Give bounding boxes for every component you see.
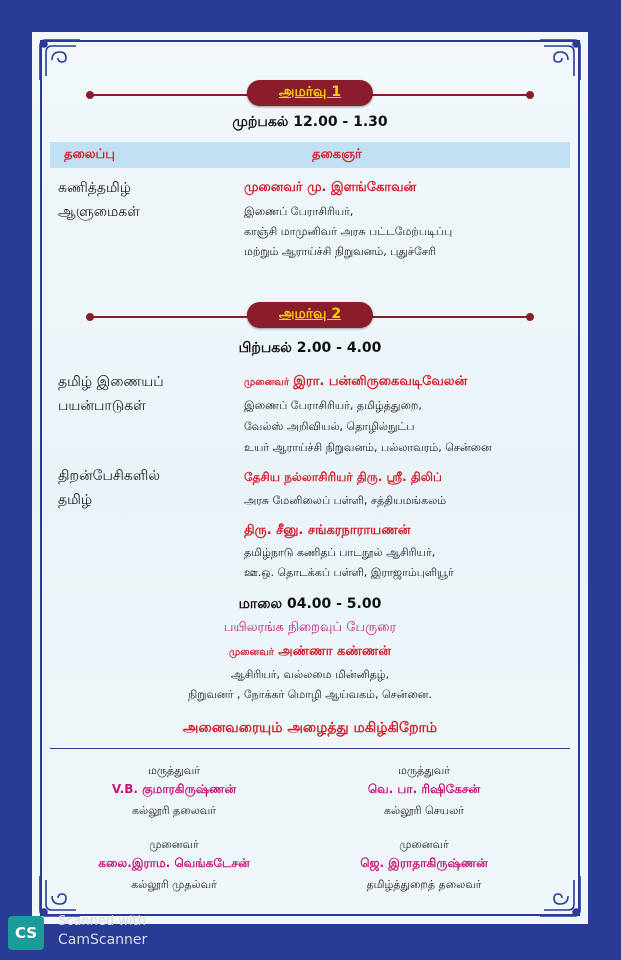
signatory-role: கல்லூரி செயலர் [383,804,464,817]
session1-speaker-line: இணைப் பேராசிரியர், [244,205,354,218]
evening-line: நிறுவனர் , நோக்கர் மொழி ஆய்வகம், சென்னை. [188,688,432,701]
invitation-card [32,32,588,924]
session1-topic-line: ஆளுமைகள் [58,204,140,220]
session2-label: அமர்வு 2 [247,302,373,328]
signatory-title: முனைவர் [149,838,199,851]
session1-topic-line: கணித்தமிழ் [58,180,132,196]
corner-ornament-icon [36,36,84,84]
corner-ornament-icon [536,36,584,84]
session2-speaker1-line: இணைப் பேராசிரியர், தமிழ்த்துறை, [244,399,422,412]
session2-topic1-line: பயன்பாடுகள் [58,398,146,414]
session2-topic1-line: தமிழ் இணையப் [58,374,164,390]
welcome-message: அனைவரையும் அழைத்து மகிழ்கிறோம் [182,720,438,736]
signatory-title: மருத்துவர் [147,764,201,777]
signatory-name: கலை.இராம. வெங்கடேசன் [98,856,250,870]
session1-speaker-line: காஞ்சி மாமுனிவர் அரசு பட்டமேற்படிப்பு [244,225,453,238]
signatory-title: முனைவர் [399,838,449,851]
session2-topic2-line: திறன்பேசிகளில் [58,468,160,484]
session1-speaker-name: முனைவர் மு. இளங்கோவன் [244,180,417,195]
session1-header [90,80,530,110]
camscanner-logo-icon: CS [8,916,44,950]
session2-speaker1-line: வேல்ஸ் அறிவியல், தொழில்நுட்ப [244,420,415,433]
session1-time: முற்பகல் 12.00 - 1.30 [232,114,388,130]
session1-speaker-line: மற்றும் ஆராய்ச்சி நிறுவனம், புதுச்சேரி [244,245,436,258]
signatory-role: தமிழ்த்துறைத் தலைவர் [366,878,482,891]
watermark-line: CamScanner [58,932,148,948]
evening-speaker: முனைவர் அண்ணா கண்ணன் [228,644,392,659]
session2-header [90,302,530,332]
evening-line: ஆசிரியர், வல்லமை மின்னிதழ், [230,668,390,681]
session2-speaker2-name: தேசிய நல்லாசிரியர் திரு. ஸ்ரீ. திலிப் [244,470,442,484]
signatory-role: கல்லூரி முதல்வர் [131,878,217,891]
session2-speaker1-line: உயர் ஆராய்ச்சி நிறுவனம், பல்லாவரம், சென்னை [244,441,492,454]
signatory-name: ஜெ. இராதாகிருஷ்ணன் [360,856,488,870]
evening-time: மாலை 04.00 - 5.00 [238,596,382,612]
table-header-band [50,142,570,168]
signatory-title: மருத்துவர் [397,764,451,777]
evening-title: பயிலரங்க நிறைவுப் பேருரை [223,620,397,635]
camscanner-watermark [8,914,178,954]
signatory-divider [50,748,570,749]
session2-topic2-line: தமிழ் [58,492,93,508]
corner-ornament-icon [536,872,584,920]
session2-speaker2-line: அரசு மேனிலைப் பள்ளி, சத்தியமங்கலம் [244,494,447,507]
column-speaker-header: தகைஞர் [312,147,362,162]
watermark-line: Scanned with [58,914,146,929]
signatory-name: வெ. பா. ரிஷிகேசன் [367,782,481,796]
session2-time: பிற்பகல் 2.00 - 4.00 [238,340,382,356]
corner-ornament-icon [36,872,84,920]
session2-speaker3-name: திரு. சீனு. சங்கரநாராயணன் [244,523,411,538]
session2-speaker3-line: ஊ.ஒ. தொடக்கப் பள்ளி, இராஜாம்புளியூர் [244,566,454,579]
signatory-role: கல்லூரி தலைவர் [131,804,217,817]
session2-speaker1-name: முனைவர் இரா. பன்னிருகைவடிவேலன் [244,374,468,389]
session1-label: அமர்வு 1 [247,80,373,106]
signatory-name: V.B. குமாரகிருஷ்ணன் [111,782,237,796]
column-topic-header: தலைப்பு [64,147,115,162]
session2-speaker3-line: தமிழ்நாடு கணிதப் பாடநூல் ஆசிரியர், [244,546,436,559]
